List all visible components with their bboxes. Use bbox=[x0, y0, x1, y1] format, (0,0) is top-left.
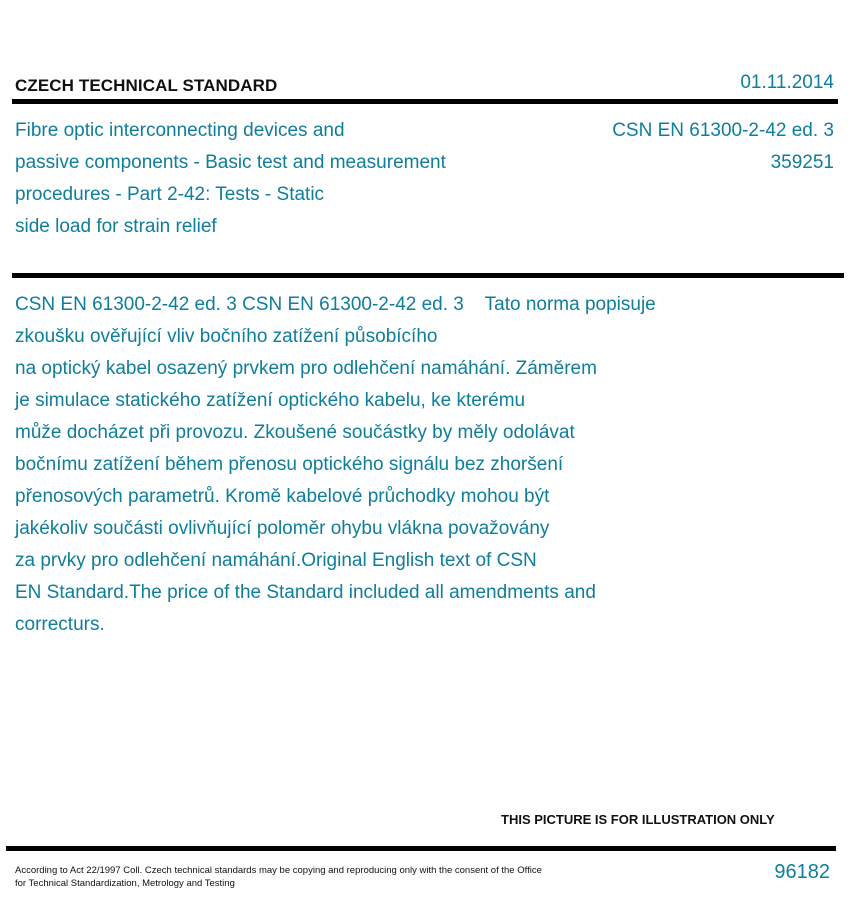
legal-notice bbox=[15, 864, 542, 890]
catalog-number: 359251 bbox=[770, 152, 834, 173]
description-line: EN Standard.The price of the Standard included all amendments and bbox=[15, 582, 596, 603]
description-line: zkoušku ověřující vliv bočního zatížení působícího bbox=[15, 326, 438, 347]
description-line: correcturs. bbox=[15, 614, 105, 635]
legal-notice-line: for Technical Standardization, Metrology and Testing bbox=[15, 878, 235, 889]
standard-title bbox=[15, 115, 535, 243]
description-line: CSN EN 61300-2-42 ed. 3 CSN EN 61300-2-42 ed. 3 Tato norma popisuje bbox=[15, 294, 656, 315]
description-line: jakékoliv součásti ovlivňující poloměr ohybu vlákna považovány bbox=[15, 518, 550, 539]
standard-code: CSN EN 61300-2-42 ed. 3 bbox=[612, 120, 834, 141]
description-line: bočnímu zatížení během přenosu optického signálu bez zhoršení bbox=[15, 454, 564, 475]
description-line: na optický kabel osazený prvkem pro odlehčení namáhání. Záměrem bbox=[15, 358, 597, 379]
footer-divider bbox=[6, 846, 836, 851]
header-divider bbox=[12, 99, 838, 104]
section-divider bbox=[12, 273, 844, 278]
description-line: přenosových parametrů. Kromě kabelové průchodky mohou být bbox=[15, 486, 550, 507]
standard-title-line: passive components - Basic test and measurement bbox=[15, 152, 446, 173]
description-line: za prvky pro odlehčení namáhání.Original English text of CSN bbox=[15, 550, 537, 571]
description-line: může docházet při provozu. Zkoušené součástky by měly odolávat bbox=[15, 422, 575, 443]
standard-title-line: procedures - Part 2-42: Tests - Static bbox=[15, 184, 325, 205]
description-line: je simulace statického zatížení optického kabelu, ke kterému bbox=[15, 390, 526, 411]
document-header-title: CZECH TECHNICAL STANDARD bbox=[15, 76, 278, 95]
standard-title-line: side load for strain relief bbox=[15, 216, 217, 237]
legal-notice-line: According to Act 22/1997 Coll. Czech technical standards may be copying and reproducing only with the consent of the Office bbox=[15, 865, 542, 876]
illustration-note: THIS PICTURE IS FOR ILLUSTRATION ONLY bbox=[501, 812, 775, 827]
issue-date: 01.11.2014 bbox=[740, 72, 834, 93]
standard-identifiers bbox=[612, 115, 834, 179]
standard-description bbox=[15, 289, 775, 641]
document-number: 96182 bbox=[774, 861, 830, 883]
standard-title-line: Fibre optic interconnecting devices and bbox=[15, 120, 345, 141]
